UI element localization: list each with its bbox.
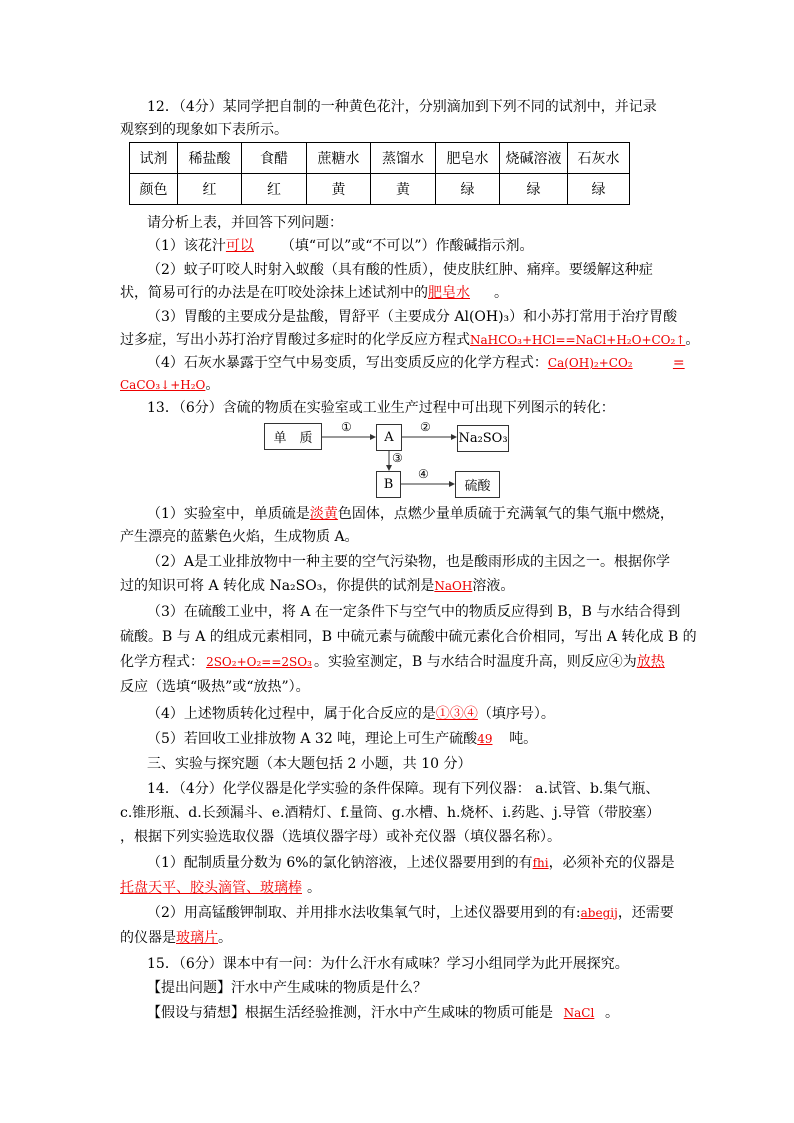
answer: NaOH: [434, 579, 473, 593]
text: 的仪器是: [120, 930, 176, 946]
q14-part1-cont: [120, 878, 321, 898]
q14-stem: 14．（4分）化学仪器是化学实验的条件保障。现有下列仪器： a.试管、b.集气瓶、: [147, 781, 660, 797]
text: 。: [494, 285, 508, 301]
q13-part3-cont3: 反应（选填“吸热”或“放热”）。: [120, 679, 310, 695]
q15-hypothesis: [147, 1003, 619, 1023]
answer: ①③④: [435, 706, 478, 722]
table-cell: 石灰水: [568, 143, 630, 174]
section-3-heading: 三、实验与探究题（本大题包括 2 小题，共 10 分）: [147, 756, 472, 772]
answer: 托盘天平、胶头滴管、玻璃棒: [120, 880, 302, 896]
q13-part2-cont: [120, 576, 514, 596]
table-cell: 肥皂水: [436, 143, 500, 174]
text: ，还需要: [617, 905, 674, 921]
table-cell: 绿: [436, 174, 500, 205]
q14-stem-cont: c.锥形瓶、d.长颈漏斗、e.酒精灯、f.量筒、g.水槽、h.烧杯、i.药匙、j.导管（带胶塞）: [120, 805, 661, 821]
text: 色固体，点燃少量单质硫于充满氧气的集气瓶中燃烧，: [337, 506, 674, 522]
text: 。: [307, 880, 321, 896]
text: 化学方程式：: [120, 654, 204, 670]
q13-part4: [147, 704, 555, 724]
text: ，必须补充的仪器是: [548, 855, 675, 871]
q12-prompt: 请分析上表，并回答下列问题：: [147, 215, 343, 231]
step-3-label: ③: [392, 451, 403, 465]
step-1-label: ①: [341, 420, 352, 434]
table-cell: 试剂: [130, 143, 178, 174]
q13-part1-cont: 产生漂亮的蓝紫色火焰，生成物质 A。: [120, 529, 359, 545]
text: 。: [685, 332, 700, 348]
answer: 淡黄: [309, 506, 338, 522]
answer: 肥皂水: [428, 285, 470, 301]
answer: fhi: [532, 856, 549, 870]
q12-part2: （2）蚊子叮咬人时射入蚁酸（具有酸的性质），使皮肤红肿、痛痒。要缓解这种症: [147, 262, 653, 278]
text: （4）石灰水暴露于空气中易变质，写出变质反应的化学方程式：: [147, 355, 548, 371]
q13-part3-cont2: [120, 652, 665, 672]
text: （1）配制质量分数为 6%的氯化钠溶液，上述仪器要用到的有: [147, 855, 533, 871]
answer: NaHCO₃+HCl==NaCl+H₂O+CO₂↑: [470, 333, 686, 347]
answer: abegij: [580, 906, 618, 920]
text: （填“可以”或“不可以”）作酸碱指示剂。: [280, 238, 534, 254]
text: （4）上述物质转化过程中，属于化合反应的是: [147, 706, 436, 722]
q13-stem: 13．（6分）含硫的物质在实验室或工业生产过程中可出现下列图示的转化：: [147, 400, 615, 416]
q13-part3-cont: 硫酸。B 与 A 的组成元素相同，B 中硫元素与硫酸中硫元素化合价相同，写出 A 转化成 B 的: [120, 629, 697, 645]
answer: 2SO₂+O₂==2SO₃: [206, 655, 312, 669]
table-cell: 红: [242, 174, 307, 205]
answer: 玻璃片: [176, 930, 218, 946]
table-cell: 烧碱溶液: [500, 143, 568, 174]
answer: NaCl: [563, 1006, 595, 1020]
step-2-label: ②: [420, 420, 431, 434]
text: 过的知识可将 A 转化成 Na₂SO₃，你提供的试剂是: [120, 578, 435, 594]
answer: CaCO₃↓+H₂O: [120, 378, 206, 392]
step-4-label: ④: [418, 467, 429, 481]
q14-part2-cont: [120, 928, 232, 948]
q14-part1: [147, 853, 675, 873]
element-box: 单 质: [264, 423, 322, 450]
q12-stem-cont: 观察到的现象如下表所示。: [120, 122, 288, 138]
table-cell: 绿: [568, 174, 630, 205]
q14-part2: [147, 903, 674, 923]
text: （1）该花汁: [147, 238, 226, 254]
text: 状，简易可行的办法是在叮咬处涂抹上述试剂中的: [120, 285, 428, 301]
text: 。实验室测定，B 与水结合时温度升高，则反应④为: [314, 654, 637, 670]
table-cell: 黄: [307, 174, 371, 205]
text: 【假设与猜想】根据生活经验推测，汗水中产生咸味的物质可能是: [147, 1005, 553, 1021]
q13-part5: [147, 729, 537, 749]
text: （填序号）。: [477, 706, 555, 722]
sulfuric-acid-box: 硫酸: [455, 471, 500, 498]
text: （1）实验室中，单质硫是: [147, 506, 310, 522]
q13-part1: [147, 504, 674, 524]
text: 过多症，写出小苏打治疗胃酸过多症时的化学反应方程式: [120, 332, 470, 348]
text: （2）用高锰酸钾制取、并用排水法收集氧气时，上述仪器要用到的有:: [147, 905, 581, 921]
table-cell: 蒸馏水: [371, 143, 436, 174]
text: （5）若回收工业排放物 A 32 吨，理论上可生产硫酸: [147, 731, 478, 747]
q13-part2: （2）A是工业排放物中一种主要的空气污染物，也是酸雨形成的主因之一。根据你学: [147, 554, 671, 570]
q15-stem: 15．（6分）课本中有一问：为什么汗水有咸味？学习小组同学为此开展探究。: [147, 956, 629, 972]
answer: 可以: [225, 238, 254, 254]
a-box: A: [376, 424, 402, 451]
text: 。: [605, 1005, 619, 1021]
text: 溶液。: [472, 578, 515, 594]
table-cell: 食醋: [242, 143, 307, 174]
q12-stem: 12．（4分）某同学把自制的一种黄色花汁，分别滴加到下列不同的试剂中，并记录: [147, 99, 657, 115]
q13-part3: （3）在硫酸工业中，将 A 在一定条件下与空气中的物质反应得到 B，B 与水结合得到: [147, 604, 681, 620]
table-cell: 绿: [500, 174, 568, 205]
table-cell: 蔗糖水: [307, 143, 371, 174]
text: 。: [205, 377, 220, 393]
q14-stem-cont2: ，根据下列实验选取仪器（选填仪器字母）或补充仪器（填仪器名称）。: [120, 829, 561, 845]
text: 。: [218, 930, 232, 946]
answer: =: [672, 355, 685, 371]
b-box: B: [376, 471, 401, 498]
table-cell: 红: [178, 174, 242, 205]
q12-part3: （3）胃酸的主要成分是盐酸，胃舒平（主要成分 Al(OH)₃）和小苏打常用于治疗胃酸: [147, 309, 678, 325]
answer: 49: [477, 732, 493, 746]
table-cell: 黄: [371, 174, 436, 205]
text: 吨。: [509, 731, 538, 747]
table-cell: 稀盐酸: [178, 143, 242, 174]
na2so3-box: Na₂SO₃: [457, 425, 509, 452]
answer: 放热: [636, 654, 665, 670]
q15-question: 【提出问题】汗水中产生咸味的物质是什么？: [147, 980, 427, 996]
answer: Ca(OH)₂+CO₂: [547, 356, 633, 370]
table-cell: 颜色: [130, 174, 178, 205]
